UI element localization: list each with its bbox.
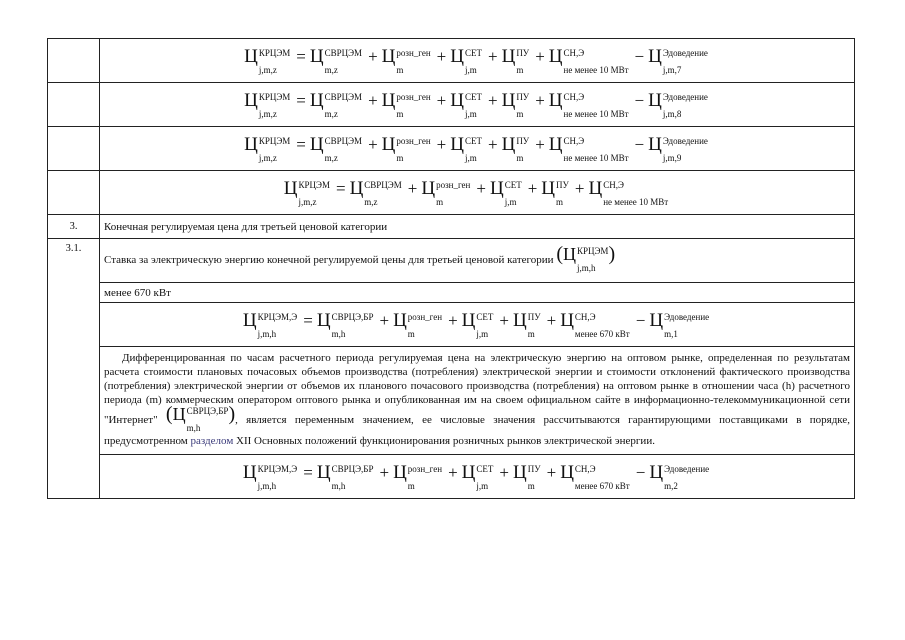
formula-cell xyxy=(100,83,855,127)
formula-term: Ц ПУ m xyxy=(512,309,541,339)
formula-term: Ц розн_ген m xyxy=(381,89,431,119)
formula-lhs: Ц КРЦЭМ j,m,z xyxy=(244,133,291,163)
equals-sign: = xyxy=(296,46,306,66)
row-number-cell xyxy=(48,127,100,171)
equals-sign: = xyxy=(335,178,346,198)
plus-sign: + xyxy=(527,178,538,198)
formula-term: Ц ПУ m xyxy=(501,45,530,75)
formula-term: Ц ПУ m xyxy=(501,89,530,119)
table-row xyxy=(48,83,855,127)
table-row xyxy=(48,239,855,283)
section-heading: Ставка за электрическую энергию конечной регулируемой цены для третьей ценовой категории xyxy=(104,254,554,267)
plus-sign: + xyxy=(436,46,447,66)
formula-term: Ц СЕТ j,m xyxy=(461,309,494,339)
formula-lhs: Ц КРЦЭМ j,m,z xyxy=(244,45,291,75)
equals-sign: = xyxy=(296,134,306,154)
formula-term: Ц СЕТ j,m xyxy=(450,89,482,119)
formula-term: Ц СВРЦЭМ m,z xyxy=(349,177,402,207)
formula-lhs: Ц КРЦЭМ,Э j,m,h xyxy=(242,461,298,491)
formula-term: Ц ПУ m xyxy=(512,461,541,491)
formula-term: Ц Эдоведение m,1 xyxy=(649,309,710,339)
formula-cell xyxy=(100,39,855,83)
formula-term: Ц СН,Э менее 670 кВт xyxy=(560,461,630,491)
table-row xyxy=(48,127,855,171)
formula-term: Ц СН,Э менее 670 кВт xyxy=(560,309,630,339)
plus-sign: + xyxy=(407,178,418,198)
plus-sign: + xyxy=(499,310,509,330)
formula xyxy=(100,46,854,76)
minus-sign: − xyxy=(634,134,645,154)
formula-cell xyxy=(100,127,855,171)
plus-sign: + xyxy=(535,46,545,66)
formula-term: Ц розн_ген m xyxy=(421,177,471,207)
minus-sign: − xyxy=(635,462,646,482)
formula-cell xyxy=(100,171,855,215)
plus-sign: + xyxy=(368,46,378,66)
plus-sign: + xyxy=(535,90,545,110)
formula-term: Ц розн_ген m xyxy=(381,133,431,163)
plus-sign: + xyxy=(499,462,509,482)
formula-term: Ц СН,Э не менее 10 МВт xyxy=(588,177,669,207)
equals-sign: = xyxy=(296,90,306,110)
plus-sign: + xyxy=(368,134,378,154)
minus-sign: − xyxy=(634,46,645,66)
formula-cell xyxy=(100,303,855,347)
table-row xyxy=(48,455,855,499)
formula-term: Ц СВРЦЭМ m,z xyxy=(309,45,363,75)
plus-sign: + xyxy=(487,134,498,154)
plus-sign: + xyxy=(574,178,585,198)
formula-term: Ц ПУ m xyxy=(501,133,530,163)
table-row xyxy=(48,39,855,83)
minus-sign: − xyxy=(634,90,645,110)
table-row xyxy=(48,283,855,303)
formula-term: Ц Эдоведение j,m,7 xyxy=(648,45,708,75)
formula-lhs: Ц КРЦЭМ,Э j,m,h xyxy=(242,309,298,339)
formula xyxy=(100,90,854,120)
row-number-cell xyxy=(48,171,100,215)
equals-sign: = xyxy=(303,462,313,482)
table-row xyxy=(48,215,855,239)
formula-term: Ц СЕТ j,m xyxy=(461,461,494,491)
formula xyxy=(100,134,854,164)
plus-sign: + xyxy=(448,462,458,482)
plus-sign: + xyxy=(448,310,458,330)
formula-term: Ц Эдоведение j,m,8 xyxy=(648,89,708,119)
plus-sign: + xyxy=(535,134,545,154)
formula-term: Ц СЕТ j,m xyxy=(450,133,482,163)
table-row xyxy=(48,171,855,215)
plus-sign: + xyxy=(546,462,557,482)
subheading: менее 670 кВт xyxy=(100,283,855,303)
plus-sign: + xyxy=(487,46,498,66)
plus-sign: + xyxy=(379,462,390,482)
formula-term: Ц розн_ген m xyxy=(393,309,443,339)
row-number-cell xyxy=(48,39,100,83)
formula-term: Ц ПУ m xyxy=(541,177,569,207)
description-paragraph: Дифференцированная по часам расчетного периода регулируемая цена на электрическую энергию на оптовом рынке, определенная по результатам расчета стоимости плановых почасовых объемов производства (потребления) электрической энергии и стоимости отклонений фактического производства (потребления) электрической энергии от объемов их планового почасового производства (потребления) на оптовом рынке в отношении часа (h) расчетного периода (m) коммерческим оператором оптового рынка и опубликованная им на своем официальном сайте в информационно-телекоммуникационной сети "Интернет" ( Ц СВРЦЭ,БР m,h ) , является переменным значением, ее числовые значения рассчитываются гарантирующими поставщиками в порядке, предусмотренном разделом XII Основных положений функционирования розничных рынков электрической энергии. xyxy=(100,347,855,455)
formula-term: Ц СВРЦЭМ m,z xyxy=(309,133,363,163)
formula-term: Ц СВРЦЭМ m,z xyxy=(309,89,363,119)
formula-term: Ц Эдоведение m,2 xyxy=(649,461,710,491)
formula-term: Ц СН,Э не менее 10 МВт xyxy=(548,133,629,163)
formula-term: Ц СЕТ j,m xyxy=(489,177,522,207)
section-link[interactable]: разделом xyxy=(190,435,234,447)
plus-sign: + xyxy=(436,134,447,154)
formula xyxy=(100,462,854,492)
formula-lhs: Ц КРЦЭМ j,m,z xyxy=(283,177,330,207)
formula-term: Ц СН,Э не менее 10 МВт xyxy=(548,89,629,119)
formula xyxy=(100,178,854,208)
inline-formula: ( Ц КРЦЭМ j,m,h ) xyxy=(556,243,616,273)
plus-sign: + xyxy=(379,310,390,330)
section-number: 3.1. xyxy=(48,239,100,499)
formula-term: Ц СВРЦЭ,БР m,h xyxy=(316,309,374,339)
plus-sign: + xyxy=(476,178,486,198)
section-number: 3. xyxy=(48,215,100,239)
plus-sign: + xyxy=(436,90,447,110)
formula xyxy=(100,310,854,340)
formula-lhs: Ц КРЦЭМ j,m,z xyxy=(244,89,291,119)
inline-formula: ( Ц СВРЦЭ,БР m,h ) xyxy=(165,403,236,433)
row-number-cell xyxy=(48,83,100,127)
tariff-table xyxy=(47,38,855,499)
table-row xyxy=(48,347,855,455)
equals-sign: = xyxy=(303,310,313,330)
plus-sign: + xyxy=(487,90,498,110)
formula-term: Ц СЕТ j,m xyxy=(450,45,482,75)
formula-term: Ц СВРЦЭ,БР m,h xyxy=(316,461,374,491)
document-table-wrapper xyxy=(47,38,852,499)
minus-sign: − xyxy=(635,310,646,330)
formula-term: Ц Эдоведение j,m,9 xyxy=(648,133,708,163)
formula-term: Ц розн_ген m xyxy=(393,461,443,491)
plus-sign: + xyxy=(368,90,378,110)
formula-term: Ц розн_ген m xyxy=(381,45,431,75)
section-heading-cell xyxy=(100,239,855,283)
formula-cell xyxy=(100,455,855,499)
plus-sign: + xyxy=(546,310,557,330)
formula-term: Ц СН,Э не менее 10 МВт xyxy=(548,45,629,75)
table-row xyxy=(48,303,855,347)
section-title: Конечная регулируемая цена для третьей ценовой категории xyxy=(100,215,855,239)
